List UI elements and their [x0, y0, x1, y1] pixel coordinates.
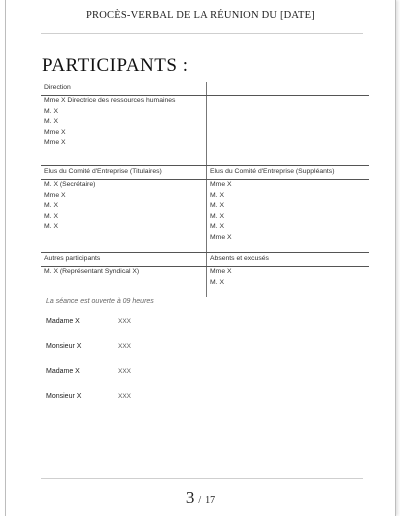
attendee-value: XXX [118, 318, 132, 325]
list-item: M. X [210, 202, 224, 210]
list-item: M. X [44, 118, 58, 126]
list-item: Mme X [210, 268, 232, 275]
attendee-name: Monsieur X [46, 343, 82, 350]
list-item: Mme X [210, 181, 232, 188]
list-item: M. X [210, 191, 224, 199]
header-divider [41, 33, 363, 34]
list-item: Mme X [44, 128, 66, 136]
list-item: M. X [44, 107, 58, 115]
list-item: Mme X Directrice des ressources humaines [44, 97, 176, 104]
absents-list [207, 267, 370, 298]
list-item: M. X [44, 223, 58, 231]
list-item: Mme X [210, 233, 232, 241]
list-item: M. X [44, 202, 58, 210]
session-opening-text: La séance est ouverte à 09 heures [46, 298, 154, 305]
absents-header: Absents et excusés [207, 253, 370, 267]
list-item: M. X [210, 278, 224, 286]
direction-right-cell [207, 96, 370, 166]
participants-table [41, 82, 369, 297]
direction-header: Direction [41, 82, 207, 96]
direction-list [41, 96, 207, 166]
current-page: 3 [185, 488, 195, 507]
titulaires-header: Elus du Comité d'Entreprise (Titulaires) [41, 166, 207, 180]
attendee-value: XXX [118, 343, 132, 350]
suppleants-list [207, 180, 370, 253]
direction-right-header [207, 82, 370, 96]
list-item: M. X (Représentant Syndical X) [44, 268, 140, 275]
attendee-value: XXX [118, 368, 132, 375]
titulaires-list [41, 180, 207, 253]
list-item: Mme X [44, 139, 66, 147]
attendee-name: Monsieur X [46, 393, 82, 400]
list-item: M. X (Secrétaire) [44, 181, 96, 188]
attendee-name: Madame X [46, 318, 80, 325]
list-item: Mme X [44, 191, 66, 199]
page-number [6, 488, 395, 508]
autres-participants-list [41, 267, 207, 298]
footer-divider [41, 478, 363, 479]
list-item: M. X [210, 223, 224, 231]
document-header-title: PROCÈS-VERBAL DE LA RÉUNION DU [DATE] [86, 10, 315, 21]
attendee-name: Madame X [46, 368, 80, 375]
section-title: PARTICIPANTS : [42, 55, 189, 76]
autres-participants-header: Autres participants [41, 253, 207, 267]
total-pages: 17 [205, 495, 216, 506]
list-item: M. X [210, 212, 224, 220]
list-item: M. X [44, 212, 58, 220]
attendee-value: XXX [118, 393, 132, 400]
document-page [5, 0, 396, 516]
suppleants-header: Elus du Comité d'Entreprise (Suppléants) [207, 166, 370, 180]
page-separator: / [198, 495, 202, 506]
